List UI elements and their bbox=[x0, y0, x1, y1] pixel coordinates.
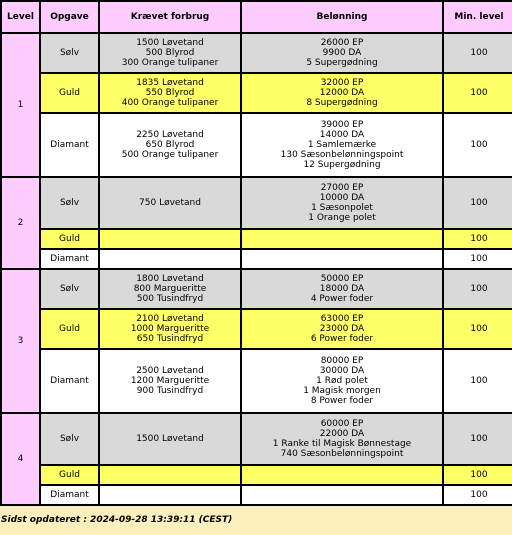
required-item: 2100 Løvetand bbox=[136, 314, 204, 324]
required-usage-cell bbox=[100, 270, 240, 308]
table-row bbox=[2, 230, 512, 248]
required-item: 500 Orange tulipaner bbox=[121, 150, 219, 160]
required-item: 2500 Løvetand bbox=[136, 366, 204, 376]
task-tier: Guld bbox=[41, 230, 98, 248]
reward-item: 12000 DA bbox=[319, 88, 365, 98]
reward-item: 14000 DA bbox=[319, 130, 365, 140]
required-item: 550 Blyrod bbox=[145, 88, 195, 98]
reward-item: 1 Ranke til Magisk Bønnestage bbox=[272, 439, 412, 449]
required-item: 650 Blyrod bbox=[145, 140, 195, 150]
reward-item: 8 Supergødning bbox=[306, 98, 378, 108]
required-usage-cell bbox=[100, 486, 240, 504]
reward-item: 5 Supergødning bbox=[306, 58, 378, 68]
required-item: 1200 Margueritte bbox=[130, 376, 210, 386]
min-level-cell: 100 bbox=[444, 466, 512, 484]
required-item: 800 Margueritte bbox=[133, 284, 207, 294]
level-number: 3 bbox=[2, 270, 39, 412]
reward-item: 12 Supergødning bbox=[303, 160, 381, 170]
reward-item: 1 Orange polet bbox=[308, 213, 376, 223]
required-usage-cell bbox=[100, 34, 240, 72]
reward-item: 1 Sæsonpolet bbox=[311, 203, 373, 213]
reward-item: 130 Sæsonbelønningspoint bbox=[280, 150, 404, 160]
reward-item: 50000 EP bbox=[320, 274, 364, 284]
reward-cell bbox=[242, 34, 442, 72]
reward-item: 1 Rød polet bbox=[316, 376, 368, 386]
table-body bbox=[2, 34, 512, 504]
required-item: 2250 Løvetand bbox=[136, 130, 204, 140]
reward-item: 1 Magisk morgen bbox=[303, 386, 381, 396]
reward-cell bbox=[242, 350, 442, 412]
reward-item: 27000 EP bbox=[320, 183, 364, 193]
reward-item: 10000 DA bbox=[319, 193, 365, 203]
reward-item: 740 Sæsonbelønningspoint bbox=[280, 449, 404, 459]
table-row bbox=[2, 310, 512, 348]
table-row bbox=[2, 466, 512, 484]
required-item: 1000 Margueritte bbox=[130, 324, 210, 334]
min-level-cell: 100 bbox=[444, 270, 512, 308]
required-item: 1800 Løvetand bbox=[136, 274, 204, 284]
reward-item: 60000 EP bbox=[320, 419, 364, 429]
reward-cell bbox=[242, 486, 442, 504]
reward-item: 26000 EP bbox=[320, 38, 364, 48]
table-header-row bbox=[2, 2, 512, 32]
task-tier: Diamant bbox=[41, 350, 98, 412]
required-usage-cell bbox=[100, 350, 240, 412]
min-level-cell: 100 bbox=[444, 114, 512, 176]
required-item: 1500 Løvetand bbox=[136, 434, 204, 444]
header-level: Level bbox=[2, 2, 39, 32]
min-level-cell: 100 bbox=[444, 414, 512, 464]
reward-item: 22000 DA bbox=[319, 429, 365, 439]
reward-item: 18000 DA bbox=[319, 284, 365, 294]
table-row bbox=[2, 250, 512, 268]
min-level-cell: 100 bbox=[444, 350, 512, 412]
min-level-cell: 100 bbox=[444, 34, 512, 72]
min-level-cell: 100 bbox=[444, 486, 512, 504]
required-item: 1835 Løvetand bbox=[136, 78, 204, 88]
task-tier: Guld bbox=[41, 466, 98, 484]
level-number: 2 bbox=[2, 178, 39, 268]
reward-cell bbox=[242, 250, 442, 268]
reward-cell bbox=[242, 178, 442, 228]
required-item: 500 Tusindfryd bbox=[136, 294, 204, 304]
task-tier: Guld bbox=[41, 74, 98, 112]
reward-item: 23000 DA bbox=[319, 324, 365, 334]
table-row bbox=[2, 270, 512, 308]
reward-cell bbox=[242, 230, 442, 248]
task-tier: Diamant bbox=[41, 250, 98, 268]
min-level-cell: 100 bbox=[444, 310, 512, 348]
required-item: 750 Løvetand bbox=[139, 198, 201, 208]
task-tier: Guld bbox=[41, 310, 98, 348]
header-min-level: Min. level bbox=[444, 2, 512, 32]
reward-cell bbox=[242, 114, 442, 176]
reward-cell bbox=[242, 270, 442, 308]
task-tier: Sølv bbox=[41, 414, 98, 464]
reward-item: 80000 EP bbox=[320, 356, 364, 366]
required-item: 300 Orange tulipaner bbox=[121, 58, 219, 68]
reward-item: 1 Samlemærke bbox=[307, 140, 377, 150]
table-row bbox=[2, 486, 512, 504]
table-row bbox=[2, 114, 512, 176]
reward-cell bbox=[242, 310, 442, 348]
reward-item: 63000 EP bbox=[320, 314, 364, 324]
reward-item: 4 Power foder bbox=[310, 294, 374, 304]
task-tier: Diamant bbox=[41, 114, 98, 176]
table-row bbox=[2, 34, 512, 72]
task-tier: Sølv bbox=[41, 178, 98, 228]
task-tier: Sølv bbox=[41, 34, 98, 72]
min-level-cell: 100 bbox=[444, 74, 512, 112]
reward-item: 9900 DA bbox=[322, 48, 362, 58]
level-number: 1 bbox=[2, 34, 39, 176]
required-usage-cell bbox=[100, 230, 240, 248]
reward-item: 30000 DA bbox=[319, 366, 365, 376]
required-usage-cell bbox=[100, 178, 240, 228]
required-item: 400 Orange tulipaner bbox=[121, 98, 219, 108]
required-usage-cell bbox=[100, 466, 240, 484]
required-item: 500 Blyrod bbox=[145, 48, 195, 58]
reward-cell bbox=[242, 414, 442, 464]
required-item: 900 Tusindfryd bbox=[136, 386, 204, 396]
reward-item: 8 Power foder bbox=[310, 396, 374, 406]
min-level-cell: 100 bbox=[444, 250, 512, 268]
reward-cell bbox=[242, 466, 442, 484]
header-task: Opgave bbox=[41, 2, 98, 32]
task-tier: Sølv bbox=[41, 270, 98, 308]
required-item: 650 Tusindfryd bbox=[136, 334, 204, 344]
reward-item: 39000 EP bbox=[320, 120, 364, 130]
required-usage-cell bbox=[100, 114, 240, 176]
required-item: 1500 Løvetand bbox=[136, 38, 204, 48]
table-row bbox=[2, 350, 512, 412]
task-tier: Diamant bbox=[41, 486, 98, 504]
reward-item: 32000 EP bbox=[320, 78, 364, 88]
table-row bbox=[2, 74, 512, 112]
header-reward: Belønning bbox=[242, 2, 442, 32]
required-usage-cell bbox=[100, 250, 240, 268]
table-row bbox=[2, 178, 512, 228]
required-usage-cell bbox=[100, 310, 240, 348]
min-level-cell: 100 bbox=[444, 230, 512, 248]
required-usage-cell bbox=[100, 74, 240, 112]
last-updated: Sidst opdateret : 2024-09-28 13:39:11 (CEST) bbox=[1, 515, 233, 525]
header-required-usage: Krævet forbrug bbox=[100, 2, 240, 32]
min-level-cell: 100 bbox=[444, 178, 512, 228]
reward-item: 6 Power foder bbox=[310, 334, 374, 344]
reward-cell bbox=[242, 74, 442, 112]
required-usage-cell bbox=[100, 414, 240, 464]
table-row bbox=[2, 414, 512, 464]
level-number: 4 bbox=[2, 414, 39, 504]
